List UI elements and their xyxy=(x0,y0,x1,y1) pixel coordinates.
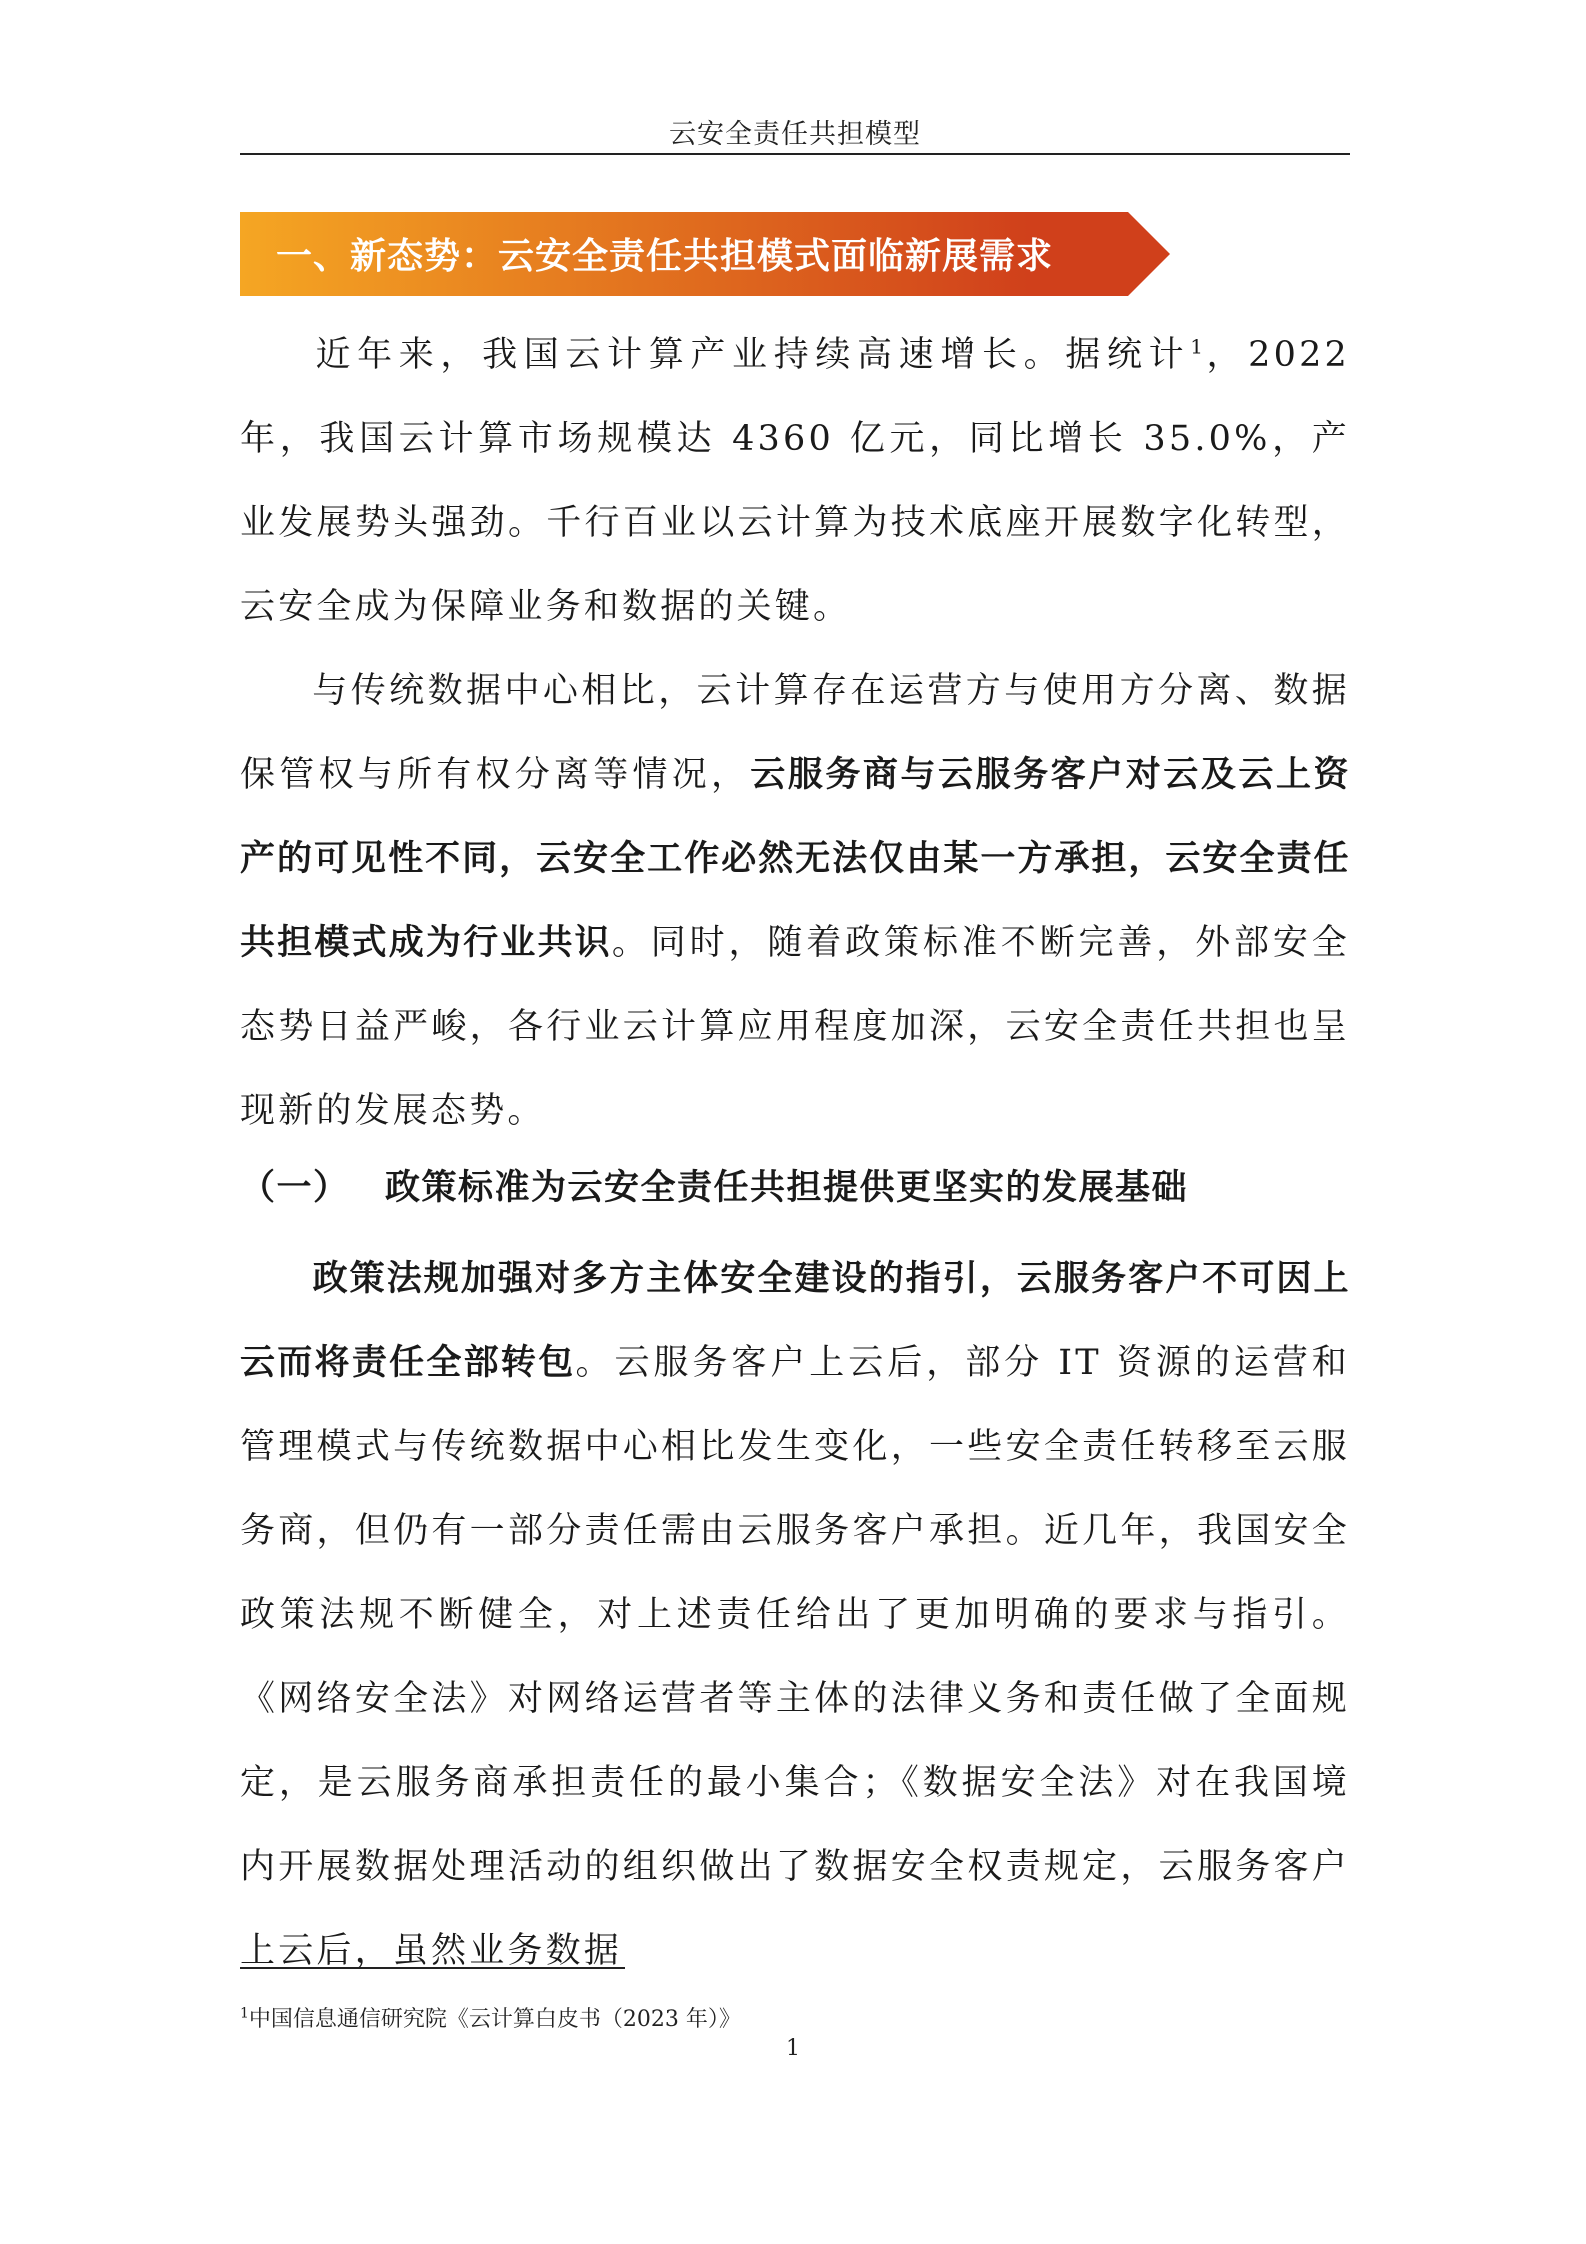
paragraph-1-tail: ，2022 年，我国云计算市场规模达 4360 亿元，同比增长 35.0%，产业发展势头强劲。千行百业以云计算为技术底座开展数字化转型，云安全成为保障业务和数据的关键。 xyxy=(240,335,1351,627)
header-rule xyxy=(240,153,1350,155)
paragraph-2 xyxy=(240,649,1350,1153)
paragraph-1-lead: 近年来，我国云计算产业持续高速增长。据统计 xyxy=(312,335,1191,375)
footnote-text: 中国信息通信研究院《云计算白皮书（2023 年）》 xyxy=(248,2007,741,2032)
paragraph-3-emphasis: 政策法规加强对多方主体安全建设的指引，云服务客户不可因上云而将责任全部转包 xyxy=(240,1259,1350,1383)
footnote-marker: 1 xyxy=(240,2005,249,2022)
paragraph-2-lead: 与传统数据中心相比，云计算存在运营方与使用方分离、数据保管权与所有权分离等情况， xyxy=(240,671,1350,795)
subsection-heading xyxy=(240,1160,1188,1210)
section-heading: 一、新态势：云安全责任共担模式面临新展需求 xyxy=(276,236,1054,277)
paragraph-3 xyxy=(240,1237,1350,1993)
paragraph-2-tail: 。同时，随着政策标准不断完善，外部安全态势日益严峻，各行业云计算应用程度加深，云安全责任共担也呈现新的发展态势。 xyxy=(240,923,1350,1131)
running-header: 云安全责任共担模型 xyxy=(669,119,921,150)
section-banner xyxy=(240,212,1170,296)
page-number: 1 xyxy=(786,2036,800,2061)
footnote xyxy=(240,2002,741,2033)
paragraph-2-emphasis: 云服务商与云服务客户对云及云上资产的可见性不同，云安全工作必然无法仅由某一方承担，云安全责任共担模式成为行业共识 xyxy=(240,755,1350,963)
subsection-title: 政策标准为云安全责任共担提供更坚实的发展基础 xyxy=(385,1168,1189,1208)
footnote-rule xyxy=(240,1967,625,1969)
paragraph-1 xyxy=(240,313,1350,649)
subsection-number: （一） xyxy=(240,1168,350,1208)
paragraph-3-tail: 。云服务客户上云后，部分 IT 资源的运营和管理模式与传统数据中心相比发生变化，一些安全责任转移至云服务商，但仍有一部分责任需由云服务客户承担。近几年，我国安全政策法规不断健全，对上述责任给出了更加明确的要求与指引。《网络安全法》对网络运营者等主体的法律义务和责任做了全面规定，是云服务商承担责任的最小集合；《数据安全法》对在我国境内开展数据处理活动的组织做出了数据安全权责规定，云服务客户上云后，虽然业务数据 xyxy=(240,1343,1350,1971)
footnote-ref: 1 xyxy=(1190,334,1204,359)
